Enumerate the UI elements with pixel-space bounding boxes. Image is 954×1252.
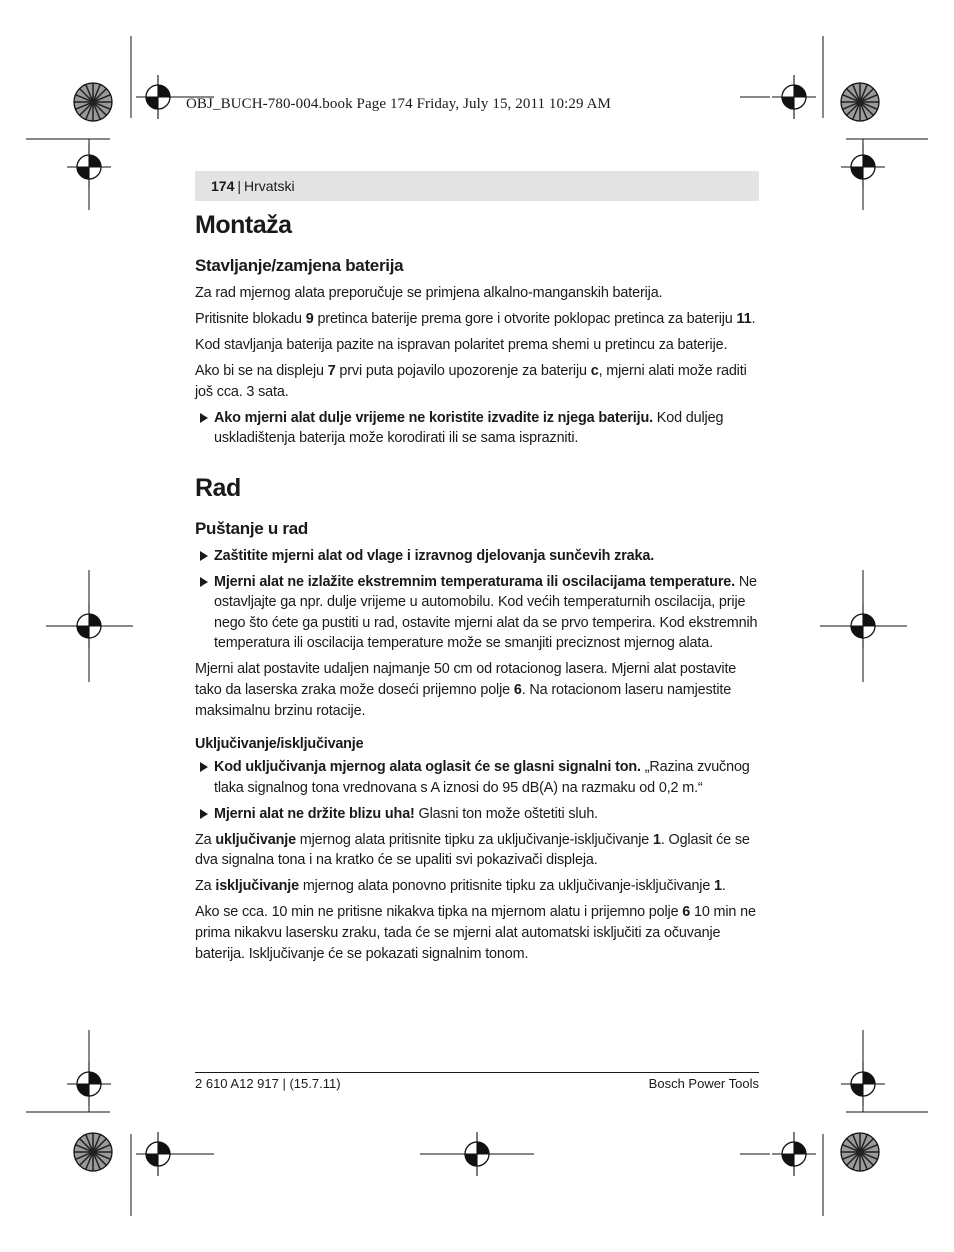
footer-divider bbox=[195, 1072, 759, 1073]
warning-bullet: Kod uključivanja mjernog alata oglasit će se glasni signalni ton. „Razina zvučnog tlaka signalnog tona vrednovana s A iznosi do 95 dB(A) na razmaku od 0,2 m.“ bbox=[195, 757, 760, 798]
subsection-title-pustanje: Puštanje u rad bbox=[195, 518, 308, 538]
paragraph: Za rad mjernog alata preporučuje se primjena alkalno-manganskih baterija. bbox=[195, 285, 663, 301]
header-separator: | bbox=[237, 178, 241, 194]
paragraph: Kod stavljanja baterija pazite na ispravan polaritet prema shemi u pretincu za baterije. bbox=[195, 336, 728, 353]
header-language: Hrvatski bbox=[244, 178, 295, 194]
section-title-montaza: Montaža bbox=[195, 211, 292, 239]
warning-bullet: Mjerni alat ne izlažite ekstremnim temperaturama ili oscilacijama temperature. Ne ostavljajte ga npr. dulje vrijeme u automobilu. Kod većih temperaturnih oscilacija, prije nego što ćete ga pustiti u rad, ostavite mjerni alat da se prvo temperira. Kod ekstremnih temperatura ili oscilacija temperature može se smanjiti preciznost mjernog alata. bbox=[195, 572, 760, 654]
page-content bbox=[195, 208, 760, 970]
paragraph: Za isključivanje mjernog alata ponovno pritisnite tipku za uključivanje-isključivanje 1. bbox=[195, 878, 726, 895]
print-info: OBJ_BUCH-780-004.book Page 174 Friday, July 15, 2011 10:29 AM bbox=[186, 96, 611, 112]
subheading-ukljucivanje: Uključivanje/isključivanje bbox=[195, 736, 364, 753]
warning-bullet: Mjerni alat ne držite blizu uha! Glasni ton može oštetiti sluh. bbox=[195, 804, 760, 825]
warning-bullet: Zaštitite mjerni alat od vlage i izravnog djelovanja sunčevih zraka. bbox=[195, 546, 760, 567]
footer-brand: Bosch Power Tools bbox=[648, 1076, 759, 1091]
paragraph: Mjerni alat postavite udaljen najmanje 50 cm od rotacionog lasera. Mjerni alat postavite tako da laserska zraka može doseći prijemno polje 6. Na rotacionom laseru namjestite maksimalnu brzinu rotacije. bbox=[195, 661, 737, 719]
warning-bullet: Ako mjerni alat dulje vrijeme ne koristite izvadite iz njega bateriju. Kod duljeg uskladištenja baterija može korodirati ili se sama isprazniti. bbox=[195, 408, 760, 449]
paragraph: Ako se cca. 10 min ne pritisne nikakva tipka na mjernom alatu i prijemno polje 6 10 min ne prima nikakvu lasersku zraku, tada će se mjerni alat automatski isključiti za očuvanje baterija. Isključivanje će se pokazati signalnim tonom. bbox=[195, 904, 756, 962]
bullet-triangle-icon bbox=[200, 762, 208, 772]
section-title-rad: Rad bbox=[195, 473, 241, 502]
running-header bbox=[195, 171, 759, 201]
bullet-triangle-icon bbox=[200, 551, 208, 561]
paragraph: Pritisnite blokadu 9 pretinca baterije prema gore i otvorite poklopac pretinca za bateriju 11. bbox=[195, 310, 756, 327]
paragraph: Za uključivanje mjernog alata pritisnite tipku za uključivanje-isključivanje 1. Oglasit će se dva signalna tona i na kratko će se upaliti svi pokazivači displeja. bbox=[195, 831, 750, 869]
bullet-triangle-icon bbox=[200, 577, 208, 587]
bullet-triangle-icon bbox=[200, 809, 208, 819]
footer-doc-number: 2 610 A12 917 | (15.7.11) bbox=[195, 1076, 341, 1091]
page-number: 174 bbox=[211, 178, 235, 194]
bullet-triangle-icon bbox=[200, 413, 208, 423]
subsection-title-baterija: Stavljanje/zamjena baterija bbox=[195, 256, 404, 275]
paragraph: Ako bi se na displeju 7 prvi puta pojavilo upozorenje za bateriju c, mjerni alati može raditi još cca. 3 sata. bbox=[195, 362, 747, 400]
